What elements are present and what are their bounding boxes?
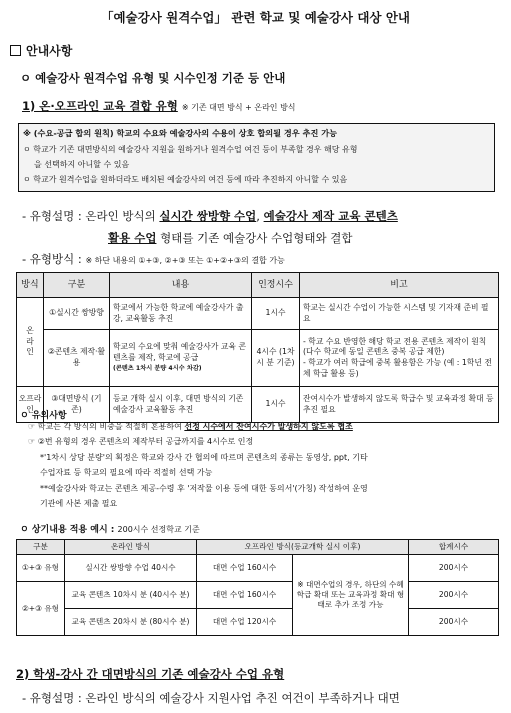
- note-4b: 기관에 사본 제출 필요: [40, 499, 118, 508]
- note-4a: **예술강사와 학교는 콘텐츠 제공-수령 후 '저작물 이용 등에 대한 동의서'(가칭) 작성하여 운영: [40, 484, 368, 493]
- col-header-hours: 인정시수: [252, 273, 300, 298]
- col-header-online: 온라인 방식: [65, 540, 197, 555]
- type2-description: - 유형설명 : 온라인 방식의 예술강사 지원사업 추진 여건이 부족하거나 대면: [22, 691, 400, 705]
- box-line-3: 을 선택하지 아니할 수 있음: [34, 160, 130, 169]
- hours-cell: 4시수 (1차시 분 기준): [252, 330, 300, 387]
- table-row: [17, 298, 499, 330]
- type2-heading: 2) 학생-강사 간 대면방식의 기존 예술강사 수업 유형: [16, 667, 285, 681]
- total-cell: 200시수: [409, 609, 499, 636]
- remark-cell: 잔여시수가 발생하지 않도록 학급수 및 교육과정 확대 등 추진 필요: [300, 387, 499, 423]
- col-header-total: 합계시수: [409, 540, 499, 555]
- method-table: [16, 272, 499, 423]
- note-2: ☞ ②번 유형의 경우 콘텐츠의 제작부터 공급까지를 4시수로 인정: [28, 437, 254, 446]
- consensus-principle-box: [18, 123, 495, 192]
- offline-cell: 대면 수업 120시수: [197, 609, 293, 636]
- kind-cell: ①실시간 쌍방향: [44, 298, 110, 330]
- box-line-1: ※ (수요-공급 합의 원칙) 학교의 수요와 예술강사의 수용이 상호 합의될 경우 추진 가능: [23, 128, 338, 138]
- document-title: 「예술강사 원격수업」 관련 학교 및 예술강사 대상 안내: [100, 10, 411, 25]
- hours-cell: 1시수: [252, 298, 300, 330]
- content-cell: 학교에서 가능한 학교에 예술강사가 출강, 교육활동 추진: [110, 298, 252, 330]
- kind-cell: ②콘텐츠 제작·활용: [44, 330, 110, 387]
- total-cell: 200시수: [409, 555, 499, 582]
- type-method-line: - 유형방식 : ※ 하단 내용의 ①+③, ②+③ 또는 ①+②+③의 결합 가능: [22, 252, 285, 266]
- online-cell: 교육 콘텐츠 10차시 분 (40시수 분): [65, 582, 197, 609]
- remark-cell: - 학교 수요 반영한 해당 학교 전용 콘텐츠 제작이 원칙 (다수 학교에 동일 콘텐츠 중복 공급 제한) - 학교가 여러 학급에 중복 활용함은 가능 (예 : 1학년 전체 학급 활용 등): [300, 330, 499, 387]
- remark-cell: 학교는 실시간 수업이 가능한 시스템 및 기자재 준비 필요: [300, 298, 499, 330]
- content-cell: 학교의 수요에 맞춰 예술강사가 교육 콘텐츠를 제작, 학교에 공급 (콘텐츠 1차시 분량 4시수 차감): [110, 330, 252, 387]
- kind-cell: ③대면방식 (기존): [44, 387, 110, 423]
- group-cell: ②+③ 유형: [17, 582, 65, 636]
- box-line-4: ㅇ 학교가 원격수업을 원하더라도 배치된 예술강사의 여건 등에 따라 추진하지 아니할 수 있음: [23, 175, 348, 184]
- note-3b: 수업자료 등 학교의 필요에 따라 적절히 선택 가능: [40, 468, 213, 477]
- type1-note: ※ 기존 대면 방식 + 온라인 방식: [181, 103, 296, 112]
- online-label: 온라인: [17, 298, 44, 387]
- offline-cell: 대면 수업 160시수: [197, 582, 293, 609]
- total-cell: 200시수: [409, 582, 499, 609]
- col-header-group: 구분: [17, 540, 65, 555]
- square-bullet-icon: [10, 45, 21, 56]
- box-line-2: ㅇ 학교가 기존 대면방식의 예술강사 지원을 원하거나 원격수업 여건 등이 부족할 경우 해당 유형: [23, 145, 358, 154]
- table-row: [17, 555, 499, 582]
- type-description-line2: 활용 수업 형태를 기존 예술강사 수업형태와 결합: [108, 231, 353, 245]
- table-row: [17, 582, 499, 609]
- example-heading: ㅇ 상기내용 적용 예시 : 200시수 선정학교 기준: [20, 525, 200, 535]
- online-cell: 실시간 쌍방향 수업 40시수: [65, 555, 197, 582]
- example-table: [16, 539, 499, 636]
- col-header-kind: 구분: [44, 273, 110, 298]
- type-description-line1: - 유형설명 : 온라인 방식의 실시간 쌍방향 수업, 예술강사 제작 교육 콘텐츠: [22, 209, 398, 223]
- col-header-content: 내용: [110, 273, 252, 298]
- section-label: 안내사항: [26, 44, 73, 58]
- col-header-method: 방식: [17, 273, 44, 298]
- table-row: [17, 387, 499, 423]
- group-cell: ①+③ 유형: [17, 555, 65, 582]
- col-header-remark: 비고: [300, 273, 499, 298]
- content-cell: 등교 개학 실시 이후, 대면 방식의 기존 예술강사 교육활동 추진: [110, 387, 252, 423]
- online-cell: 교육 콘텐츠 20차시 분 (80시수 분): [65, 609, 197, 636]
- subsection-heading: ㅇ 예술강사 원격수업 유형 및 시수인정 기준 등 안내: [20, 71, 286, 85]
- offline-label: 오프라인: [17, 387, 44, 423]
- table-row: [17, 330, 499, 387]
- note-3a: *'1차시 상당 분량'의 획정은 학교와 강사 간 협의에 따르며 콘텐츠의 종류는 동영상, ppt, 기타: [40, 453, 368, 462]
- hours-cell: 1시수: [252, 387, 300, 423]
- content-note: (콘텐츠 1차시 분량 4시수 차감): [113, 365, 202, 373]
- notes-heading: ㅇ 유의사항: [20, 411, 67, 421]
- col-header-offline: 오프라인 방식(등교개학 실시 이후): [197, 540, 409, 555]
- offline-cell: 대면 수업 160시수: [197, 555, 293, 582]
- table-row: [17, 609, 499, 636]
- merged-note-cell: ※ 대면수업의 경우, 하단의 수혜학급 확대 또는 교육과정 확대 형태로 추가 조정 가능: [293, 555, 409, 636]
- type1-title: 1) 온·오프라인 교육 결합 유형: [22, 99, 178, 113]
- section-heading: [10, 42, 72, 59]
- note-1: ☞ 학교는 각 방식의 비중을 적절히 혼용하여 선정 시수에서 잔여시수가 발생하지 않도록 협조: [28, 422, 353, 431]
- type1-heading: [22, 98, 296, 114]
